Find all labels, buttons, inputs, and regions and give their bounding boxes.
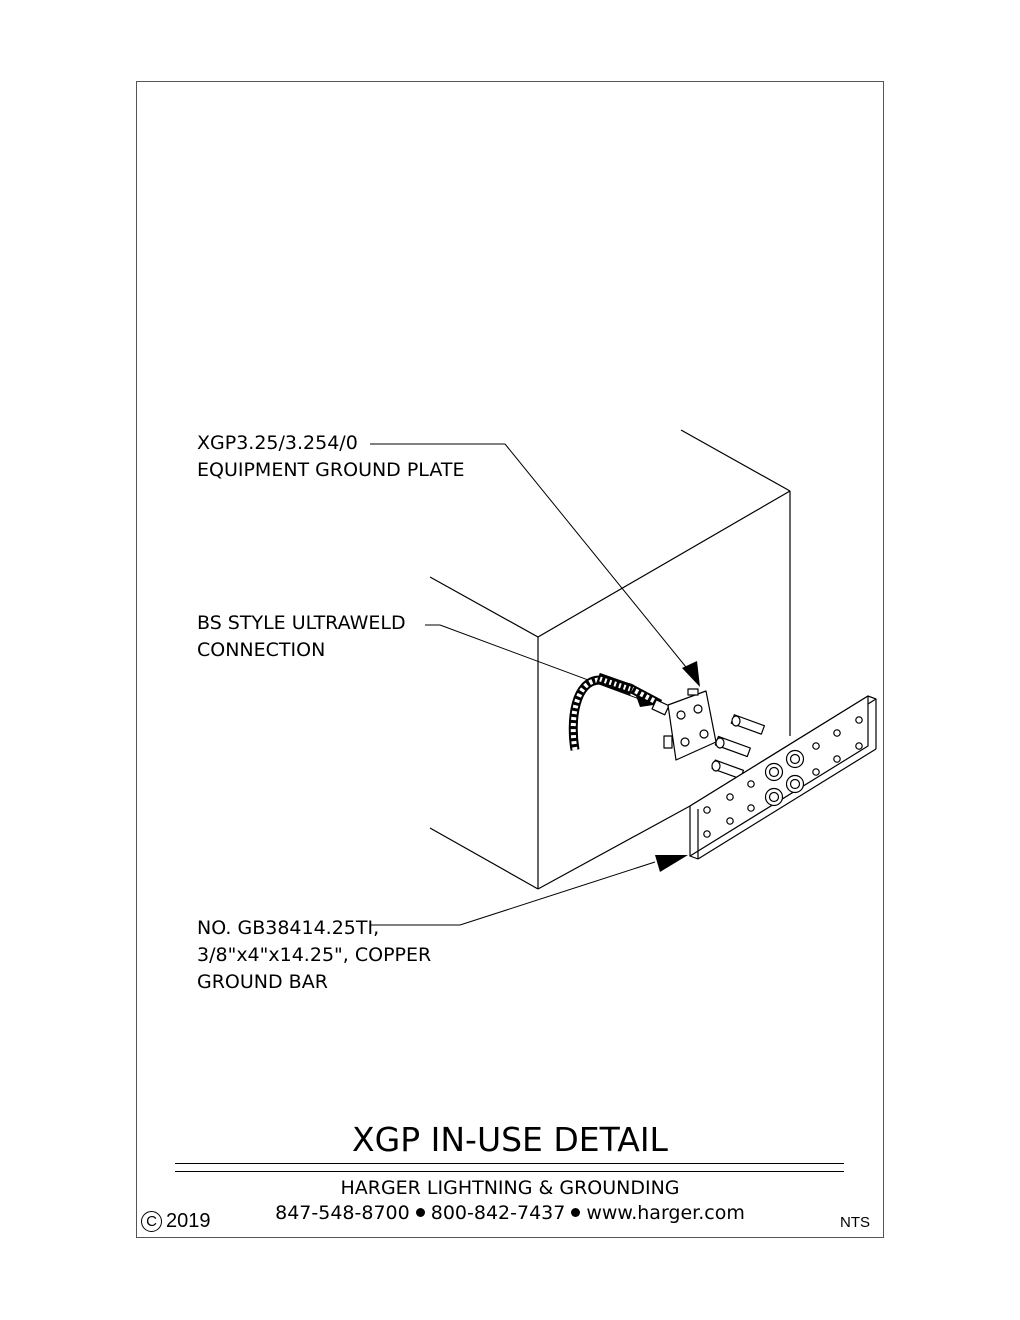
copyright-year: 2019 [166, 1210, 211, 1232]
phone-2: 800-842-7437 [430, 1202, 566, 1224]
scale-note: NTS [840, 1214, 870, 1231]
bullet-icon [416, 1208, 425, 1217]
callout-ultraweld [197, 610, 406, 664]
title-rule-top [175, 1163, 844, 1164]
ultraweld-conductor [573, 678, 669, 750]
equipment-ground-plate [664, 689, 716, 760]
company-name: HARGER LIGHTNING & GROUNDING [340, 1177, 680, 1199]
callout-ground-bar-line1: NO. GB38414.25TI, [197, 917, 380, 939]
phone-1: 847-548-8700 [275, 1202, 410, 1224]
title-rule-bottom [175, 1171, 844, 1172]
website: www.harger.com [586, 1202, 745, 1224]
callout-ground-plate-line2: EQUIPMENT GROUND PLATE [197, 459, 465, 481]
callout-ground-plate-line1: XGP3.25/3.254/0 [197, 432, 358, 454]
callout-ground-bar [197, 915, 431, 996]
bullet-icon [571, 1208, 580, 1217]
callout-ground-bar-line2: 3/8"x4"x14.25", COPPER [197, 944, 432, 966]
copper-ground-bar [690, 696, 876, 859]
leader-lines [370, 444, 690, 925]
callout-ultraweld-line1: BS STYLE ULTRAWELD [197, 612, 406, 634]
callout-ground-bar-line3: GROUND BAR [197, 971, 328, 993]
callout-ultraweld-line2: CONNECTION [197, 639, 326, 661]
copyright [141, 1210, 211, 1233]
callout-ground-plate [197, 430, 464, 484]
copyright-icon: C [141, 1211, 162, 1232]
drawing-title: XGP IN-USE DETAIL [352, 1120, 668, 1159]
